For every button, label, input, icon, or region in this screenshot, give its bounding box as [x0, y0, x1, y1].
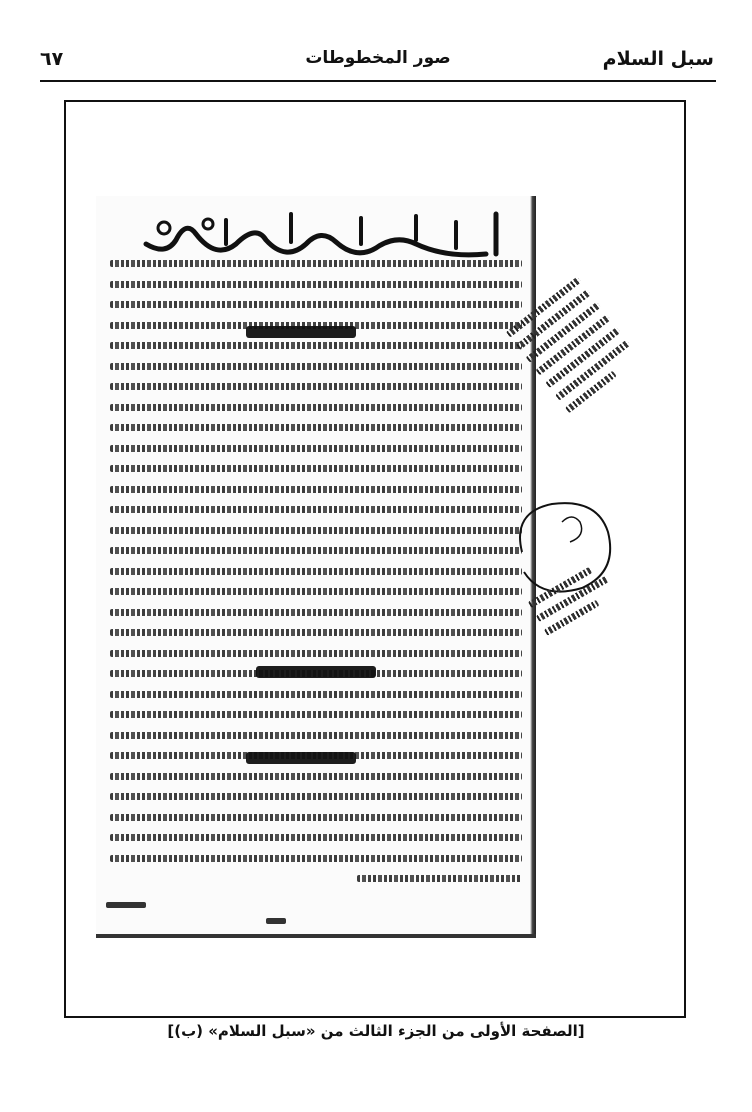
- footer-scribble: [106, 902, 146, 908]
- hadith-heading-mark: [246, 752, 356, 764]
- chapter-heading-mark: [246, 326, 356, 338]
- footer-scribble-2: [266, 918, 286, 924]
- page-number: ٦٧: [40, 48, 64, 70]
- manuscript-text-lines: [110, 260, 522, 880]
- page-edge-bottom: [96, 934, 536, 938]
- basmala-calligraphy: [116, 204, 516, 264]
- book-title: سبل السلام: [602, 48, 714, 70]
- manuscript-frame: [64, 100, 686, 1018]
- manuscript-page-image: [96, 196, 536, 938]
- figure-caption: [الصفحة الأولى من الجزء الثالث من «سبل السلام» (ب)]: [167, 1022, 585, 1040]
- header-rule: [40, 80, 716, 82]
- section-heading-mark: [256, 666, 376, 678]
- page-header: [40, 40, 716, 80]
- section-title: صور المخطوطات: [305, 48, 451, 68]
